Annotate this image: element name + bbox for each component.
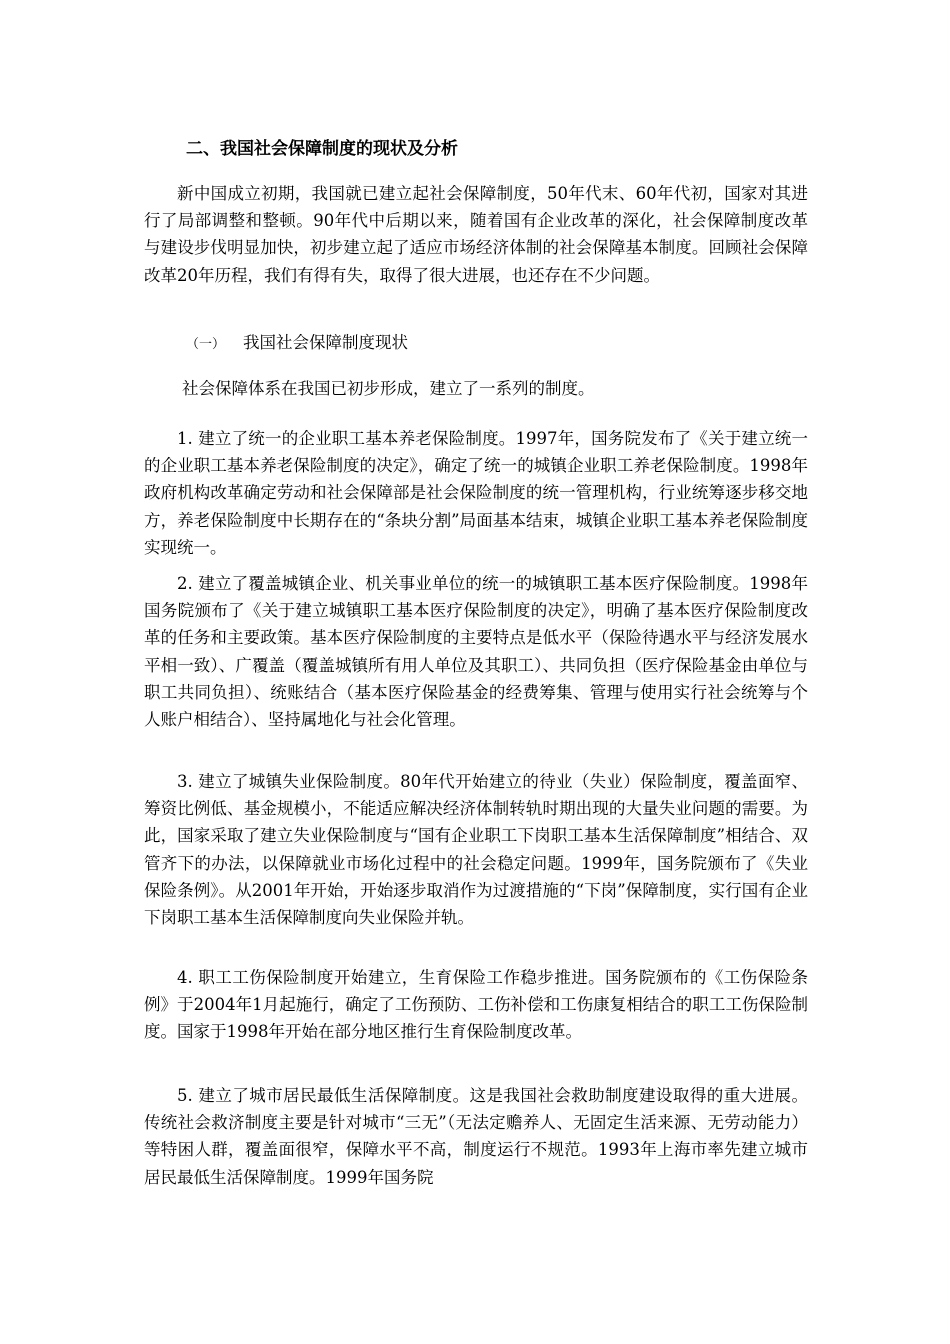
lead-sentence: 社会保障体系在我国已初步形成，建立了一系列的制度。 — [182, 379, 595, 398]
intro-paragraph: 新中国成立初期，我国就已建立起社会保障制度，50年代末、60年代初，国家对其进行了局部调整和整顿。90年代中后期以来，随着国有企业改革的深化，社会保障制度改革与建设步伐明显加快，初步建立起了适应市场经济体制的社会保障基本制度。回顾社会保障改革20年历程，我们有得有失，取得了很大进展，也还存在不少问题。 — [144, 184, 808, 285]
subsection-heading — [186, 330, 408, 358]
section-heading: 二、我国社会保障制度的现状及分析 — [186, 139, 458, 159]
subsection-number: （一） — [186, 337, 226, 352]
list-item-3: 3. 建立了城镇失业保险制度。80年代开始建立的待业（失业）保险制度，覆盖面窄、筹资比例低、基金规模小，不能适应解决经济体制转轨时期出现的大量失业问题的需要。为此，国家采取了建立失业保险制度与“国有企业职工下岗职工基本生活保障制度”相结合、双管齐下的办法，以保障就业市场化过程中的社会稳定问题。1999年，国务院颁布了《失业保险条例》。从2001年开始，开始逐步取消作为过渡措施的“下岗”保障制度，实行国有企业下岗职工基本生活保障制度向失业保险并轨。 — [144, 772, 808, 928]
list-item-2: 2. 建立了覆盖城镇企业、机关事业单位的统一的城镇职工基本医疗保险制度。1998年国务院颁布了《关于建立城镇职工基本医疗保险制度的决定》，明确了基本医疗保险制度改革的任务和主要政策。基本医疗保险制度的主要特点是低水平（保险待遇水平与经济发展水平相一致）、广覆盖（覆盖城镇所有用人单位及其职工）、共同负担（医疗保险基金由单位与职工共同负担）、统账结合（基本医疗保险基金的经费筹集、管理与使用实行社会统筹与个人账户相结合）、坚持属地化与社会化管理。 — [144, 574, 808, 730]
list-item-4: 4. 职工工伤保险制度开始建立，生育保险工作稳步推进。国务院颁布的《工伤保险条例》于2004年1月起施行，确定了工伤预防、工伤补偿和工伤康复相结合的职工工伤保险制度。国家于1998年开始在部分地区推行生育保险制度改革。 — [144, 968, 808, 1042]
subsection-title: 我国社会保障制度现状 — [243, 333, 409, 352]
list-item-1: 1. 建立了统一的企业职工基本养老保险制度。1997年，国务院发布了《关于建立统一的企业职工基本养老保险制度的决定》，确定了统一的城镇企业职工养老保险制度。1998年政府机构改革确定劳动和社会保障部是社会保险制度的统一管理机构，行业统筹逐步移交地方，养老保险制度中长期存在的“条块分割”局面基本结束，城镇企业职工基本养老保险制度实现统一。 — [144, 429, 808, 557]
list-item-5: 5. 建立了城市居民最低生活保障制度。这是我国社会救助制度建设取得的重大进展。传统社会救济制度主要是针对城市“三无”（无法定赡养人、无固定生活来源、无劳动能力）等特困人群，覆盖面很窄，保障水平不高，制度运行不规范。1993年上海市率先建立城市居民最低生活保障制度。1999年国务院 — [144, 1086, 808, 1187]
